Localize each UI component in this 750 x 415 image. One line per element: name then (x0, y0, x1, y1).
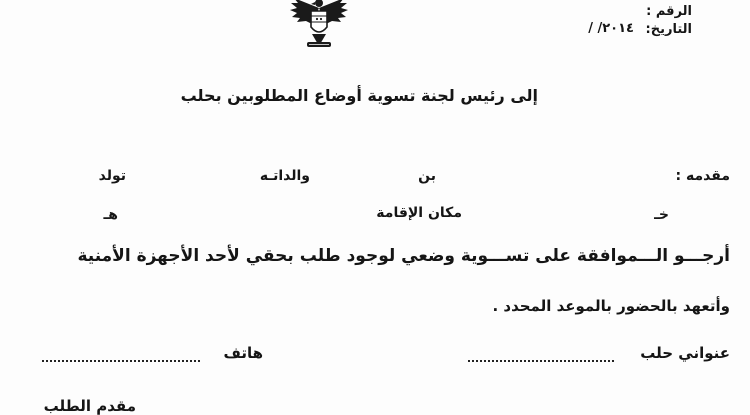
residence-label: مكان الإقامة (376, 205, 462, 221)
kha-mark: خـ (654, 207, 669, 223)
date-value: / /٢٠١٤ (588, 21, 634, 36)
address-label: عنواني حلب (640, 344, 730, 362)
number-label: الرقم : (646, 4, 692, 19)
page-title: إلى رئيس لجنة تسوية أوضاع المطلوبين بحلب (180, 86, 538, 105)
ha-mark: هـ (103, 207, 118, 223)
request-text: أرجـــو الـــموافقة على تســـوية وضعي لوجود طلب بحقي لأحد الأجهزة الأمنية (77, 246, 730, 266)
address-field[interactable] (468, 360, 614, 362)
signature-label: مقدم الطلب (43, 397, 136, 415)
date-label: التاريخ: (645, 22, 692, 37)
mother-label: والداتـه (259, 168, 310, 184)
phone-field[interactable] (42, 360, 200, 362)
born-label: تولد (98, 168, 126, 184)
applicant-label: مقدمه : (675, 168, 730, 184)
phone-label: هاتف (223, 344, 263, 362)
pledge-text: وأتعهد بالحضور بالموعد المحدد . (492, 297, 730, 315)
son-of-label: بن (418, 168, 436, 184)
coat-of-arms-icon (288, 0, 350, 50)
